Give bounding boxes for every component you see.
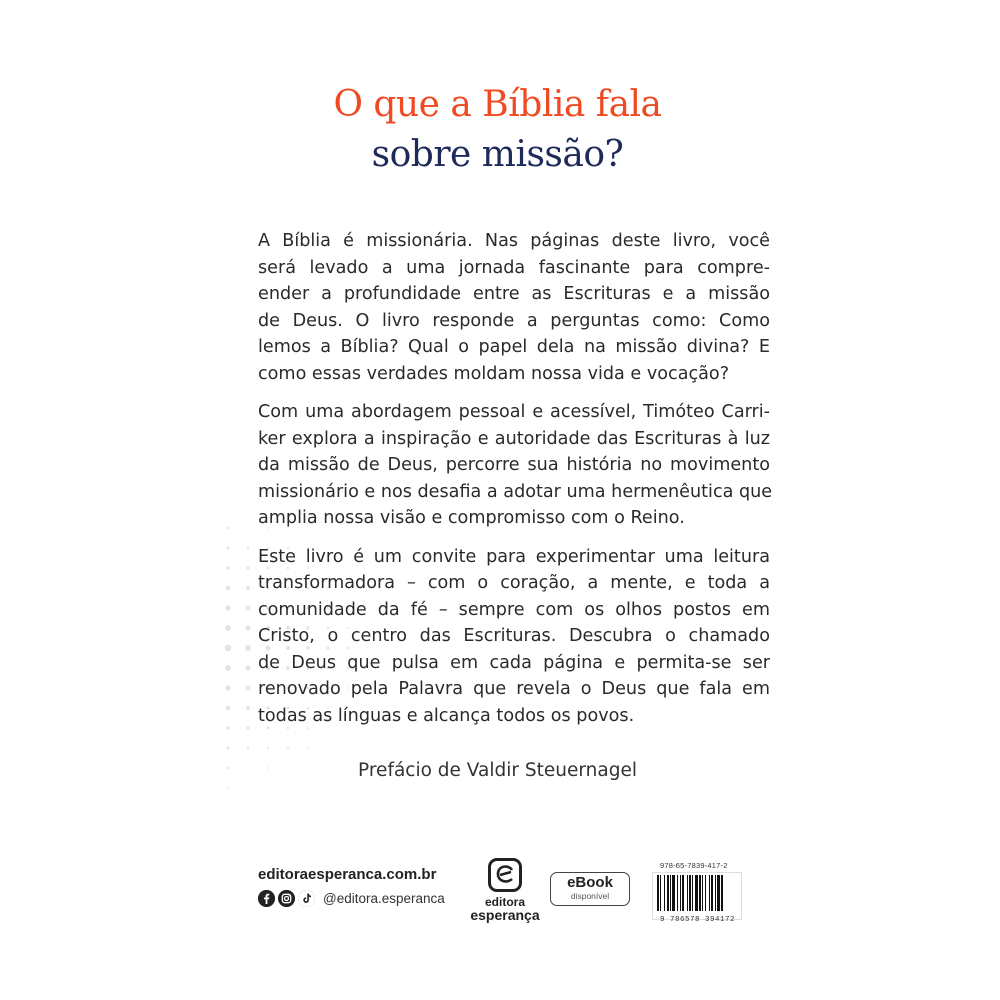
facebook-icon	[258, 890, 275, 907]
text-line: será levado a uma jornada fascinante para compre-	[258, 257, 770, 278]
tiktok-icon	[298, 890, 315, 907]
ebook-label: eBook	[567, 874, 613, 891]
text-line: ender a profundidade entre as Escrituras e a missão	[258, 284, 770, 304]
preface-credit: Prefácio de Valdir Steuernagel	[358, 760, 637, 781]
instagram-icon	[278, 890, 295, 907]
synopsis-paragraph-2	[258, 399, 773, 532]
publisher-logo-icon	[488, 858, 522, 892]
barcode-bars	[653, 873, 739, 913]
text-line: de Deus que pulsa em cada página e permita-se ser	[258, 652, 770, 673]
ebook-badge	[550, 872, 630, 906]
text-line: amplia nossa visão e compromisso com o Reino.	[258, 508, 685, 528]
website-url: editoraesperanca.com.br	[258, 866, 437, 883]
text-line: Este livro é um convite para experimentar uma leitura	[258, 546, 770, 567]
text-line: ker explora a inspiração e autoridade das Escrituras à luz	[258, 428, 770, 449]
text-line: lemos a Bíblia? Qual o papel dela na missão divina? E	[258, 337, 770, 357]
publisher-name-line-1: editora	[484, 895, 525, 909]
title-line-1: O que a Bíblia fala	[333, 84, 662, 125]
text-line: Com uma abordagem pessoal e acessível, Timóteo Carri-	[258, 402, 770, 422]
publisher-name	[470, 896, 540, 922]
ebook-availability: disponível	[570, 891, 610, 901]
synopsis-paragraph-1	[258, 228, 770, 387]
text-line: transformadora – com o coração, a mente, e toda a	[258, 573, 770, 593]
text-line: da missão de Deus, percorre sua história no movimento	[258, 455, 770, 475]
synopsis-paragraph-3	[258, 544, 770, 730]
synopsis	[258, 228, 773, 741]
text-line: comunidade da fé – sempre com os olhos postos em	[258, 599, 770, 620]
barcode-number: 9 786578 394172	[660, 916, 736, 924]
text-line: A Bíblia é missionária. Nas páginas deste livro, você	[258, 231, 770, 251]
barcode	[652, 872, 742, 920]
book-title	[225, 80, 770, 180]
text-line: missionário e nos desafia a adotar uma hermenêutica que	[258, 481, 773, 502]
social-handle: @editora.esperanca	[323, 891, 445, 906]
text-line: renovado pela Palavra que revela o Deus que fala em	[258, 679, 770, 699]
text-line: como essas verdades moldam nossa vida e vocação?	[258, 363, 730, 384]
isbn-number: 978-65-7839-417-2	[660, 861, 728, 870]
title-line-2: sobre missão?	[371, 134, 624, 175]
publisher-logo	[470, 858, 540, 922]
publisher-name-line-2: esperança	[470, 907, 540, 923]
social-links	[258, 890, 445, 907]
text-line: todas as línguas e alcança todos os povos.	[258, 705, 635, 726]
text-line: Cristo, o centro das Escrituras. Descubra o chamado	[258, 626, 770, 646]
text-line: de Deus. O livro responde a perguntas como: Como	[258, 310, 770, 331]
